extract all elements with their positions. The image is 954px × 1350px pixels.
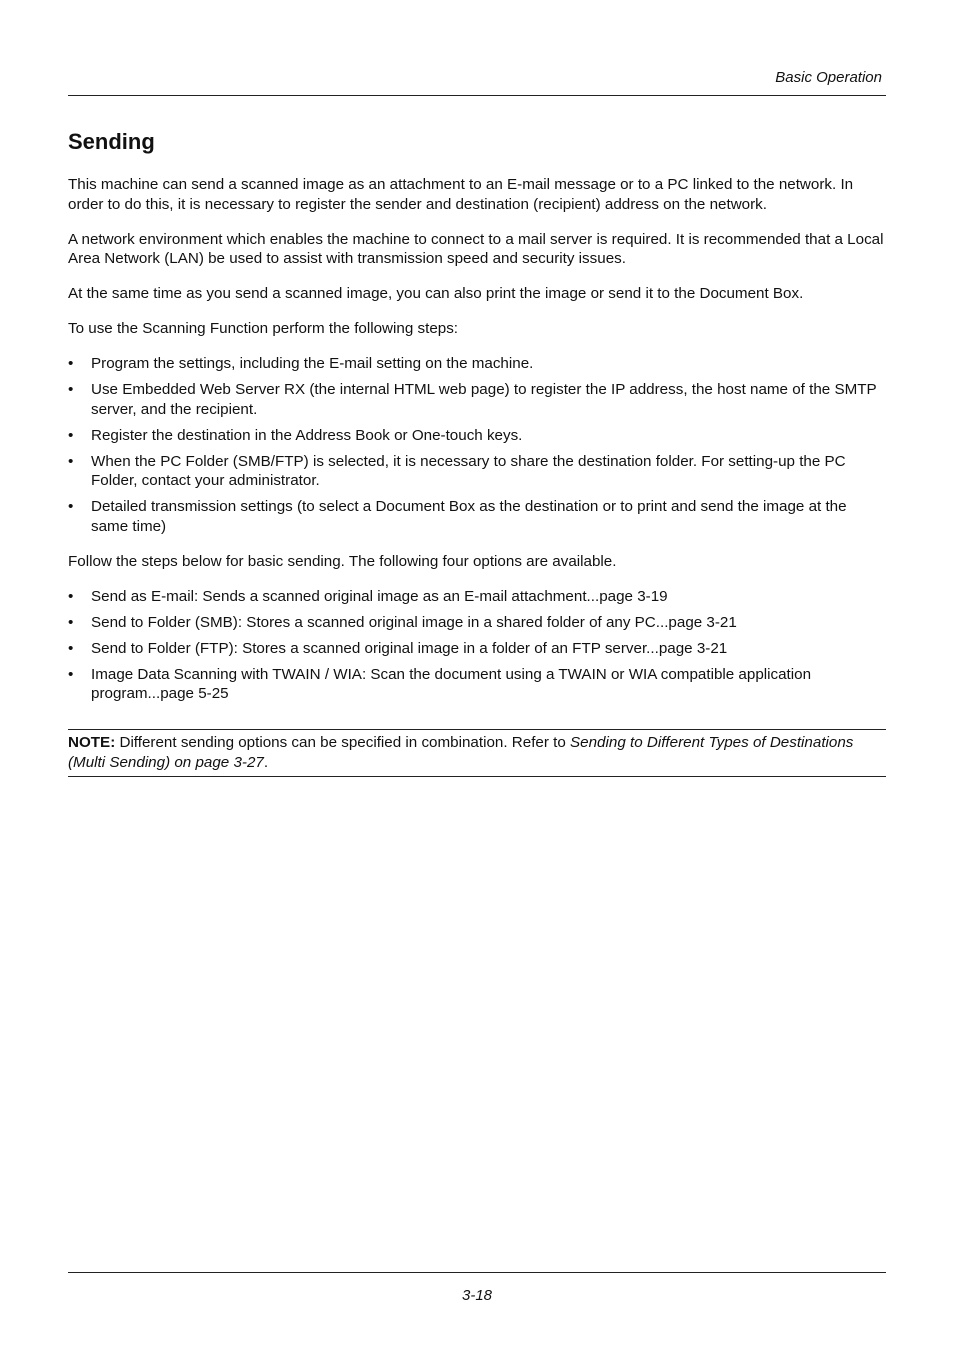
page-title: Sending <box>68 129 155 154</box>
list-item: • When the PC Folder (SMB/FTP) is selected, it is necessary to share the destination folder. For setting-up the PC Folder, contact your administrator. <box>68 452 886 491</box>
page-body <box>68 175 886 719</box>
print-paragraph: At the same time as you send a scanned image, you can also print the image or send it to the Document Box. <box>68 285 804 302</box>
list-item: • Send as E-mail: Sends a scanned original image as an E-mail attachment...page 3-19 <box>68 587 886 607</box>
note-label: NOTE: <box>68 734 116 751</box>
note-text: Different sending options can be specified in combination. Refer to <box>115 734 571 751</box>
header-section-title: Basic Operation <box>775 69 882 86</box>
intro-paragraph: This machine can send a scanned image as an attachment to an E-mail message or to a PC linked to the network. In order to do this, it is necessary to register the sender and destination (recipient) address on the network. <box>68 176 854 213</box>
document-page <box>68 0 886 1350</box>
list-item: • Use Embedded Web Server RX (the internal HTML web page) to register the IP address, the host name of the SMTP server, and the recipient. <box>68 380 886 419</box>
list-item: • Send to Folder (FTP): Stores a scanned original image in a folder of an FTP server...page 3-21 <box>68 639 886 659</box>
list-item: • Image Data Scanning with TWAIN / WIA: Scan the document using a TWAIN or WIA compatible application program...page 5-25 <box>68 665 886 704</box>
options-list <box>68 587 886 704</box>
list-item: • Detailed transmission settings (to select a Document Box as the destination or to print and send the image at the same time) <box>68 497 886 536</box>
steps-list <box>68 354 886 536</box>
steps-intro-paragraph: To use the Scanning Function perform the following steps: <box>68 320 459 337</box>
list-item: • Register the destination in the Address Book or One-touch keys. <box>68 426 886 446</box>
note-end: . <box>263 753 269 771</box>
list-item: • Program the settings, including the E-mail setting on the machine. <box>68 354 886 374</box>
network-paragraph: A network environment which enables the machine to connect to a mail server is required. It is recommended that a Local Area Network (LAN) be used to assist with transmission speed and security issues. <box>68 230 884 267</box>
list-item: • Send to Folder (SMB): Stores a scanned original image in a shared folder of any PC...page 3-21 <box>68 613 886 633</box>
page-number: 3-18 <box>461 1287 493 1304</box>
page-header <box>68 67 886 96</box>
page-footer <box>68 1272 886 1304</box>
note-box <box>68 729 886 777</box>
note-cross-reference: Sending to Different Types of Destinations (Multi Sending) on page 3-27 <box>68 734 854 771</box>
options-intro-paragraph: Follow the steps below for basic sending. The following four options are available. <box>68 552 617 570</box>
